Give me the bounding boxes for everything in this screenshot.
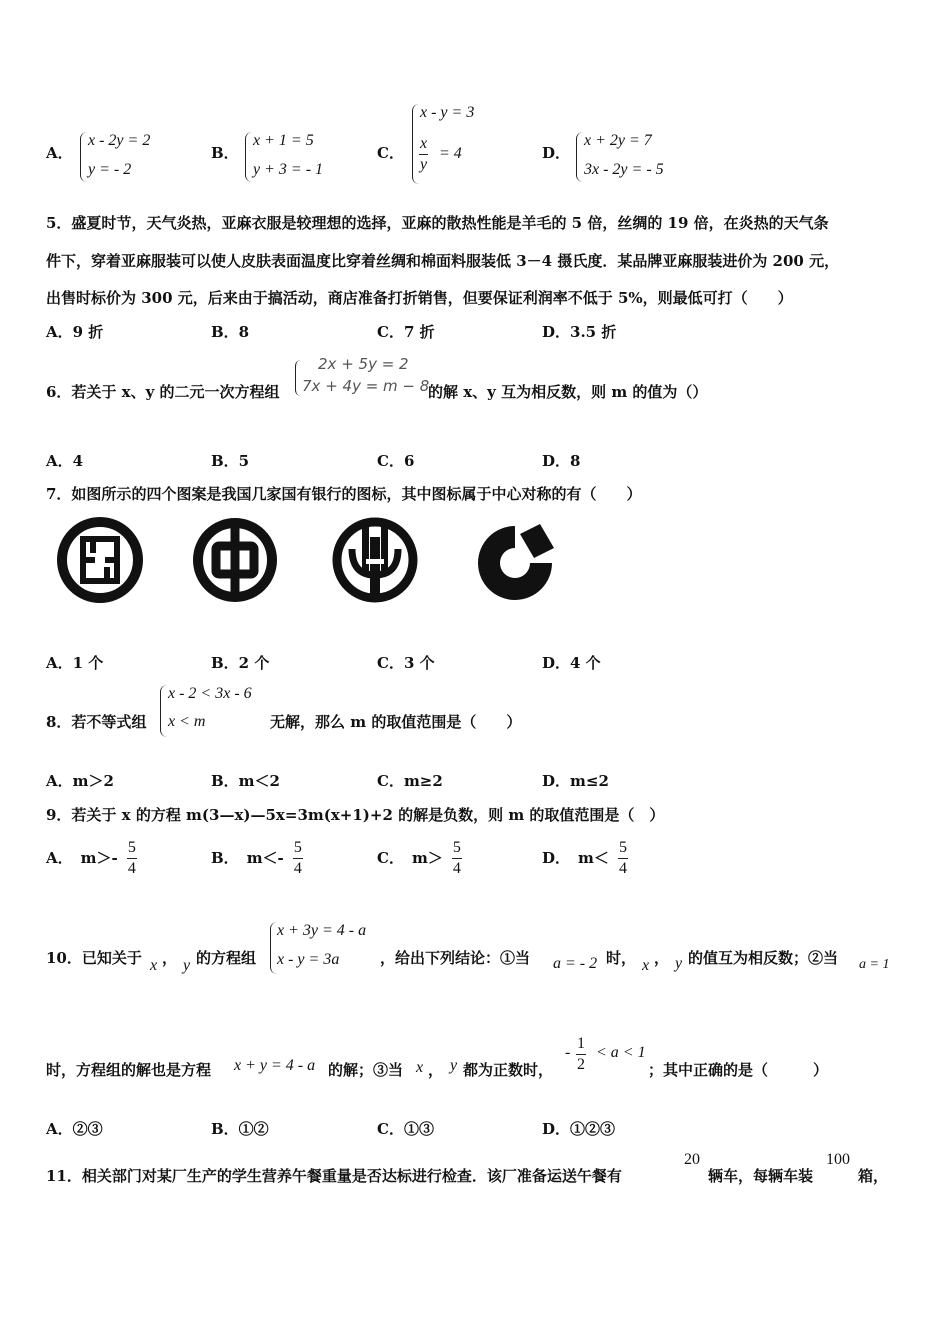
fraction <box>452 838 462 879</box>
option-label: B． <box>211 144 239 162</box>
brace <box>576 132 583 182</box>
inequality-line: x - 2 < 3x - 6 <box>168 685 252 702</box>
option-b[interactable]: B．5 <box>211 452 250 470</box>
option-a[interactable]: A．1 个 <box>46 654 104 672</box>
punct: ， <box>654 949 670 967</box>
number: 100 <box>826 1151 850 1168</box>
option-c[interactable]: C．6 <box>377 452 415 470</box>
option-label: A． <box>46 849 73 867</box>
option-a[interactable]: A．9 折 <box>46 323 104 341</box>
question-text: 辆车，每辆车装 <box>708 1167 814 1185</box>
question-text: 无解，那么 m 的取值范围是（ ） <box>270 713 522 731</box>
fraction <box>419 134 428 175</box>
inequality-line: x < m <box>168 713 206 730</box>
equation-rhs: = 4 <box>439 145 462 162</box>
ineq-minus: - <box>565 1044 571 1061</box>
option-a[interactable]: A．m＞2 <box>46 772 114 790</box>
fraction <box>127 838 137 879</box>
icbc-logo-icon <box>55 515 145 605</box>
option-expr: m＞ <box>411 849 443 867</box>
fraction <box>293 838 303 879</box>
brace <box>80 132 87 182</box>
fraction <box>576 1034 586 1075</box>
punct: ， <box>428 1061 444 1079</box>
option-b[interactable]: B．8 <box>211 323 250 341</box>
question-text: 9．若关于 x 的方程 m(3—x)—5x=3m(x+1)+2 的解是负数，则 m 的取值范围是（ ） <box>46 806 665 824</box>
brace <box>245 132 252 182</box>
denominator: 4 <box>293 860 302 877</box>
option-label: C． <box>377 144 404 162</box>
equation-line: 2x + 5y = 2 <box>318 355 409 373</box>
option-b[interactable] <box>211 838 303 879</box>
option-d[interactable]: D．3.5 折 <box>542 323 617 341</box>
numerator: x <box>419 134 428 155</box>
equation: x + y = 4 - a <box>234 1057 316 1074</box>
question-text: 6．若关于 x、y 的二元一次方程组 <box>46 383 280 401</box>
option-d[interactable]: D．4 个 <box>542 654 601 672</box>
equation-line: x - 2y = 2 <box>88 132 151 149</box>
denominator: 4 <box>452 860 461 877</box>
question-text: 5．盛夏时节，天气炎热，亚麻衣服是较理想的选择，亚麻的散热性能是羊毛的 5 倍，丝绸的 19 倍，在炎热的天气条 <box>46 214 829 232</box>
question-text: 时，方程组的解也是方程 <box>46 1061 212 1079</box>
equation-line: x - y = 3a <box>277 951 340 968</box>
equation-line: 3x - 2y = - 5 <box>584 161 664 178</box>
numerator: 1 <box>576 1034 586 1055</box>
fraction <box>618 838 628 879</box>
question-text: 的方程组 <box>196 949 257 967</box>
question-text: 都为正数时， <box>463 1061 554 1079</box>
brace <box>160 685 167 737</box>
option-b[interactable]: B．①② <box>211 1120 269 1138</box>
abc-logo-icon <box>330 515 420 605</box>
var-x: x <box>642 957 650 974</box>
question-text: 11．相关部门对某厂生产的学生营养午餐重量是否达标进行检查．该厂准备运送午餐有 <box>46 1167 622 1185</box>
question-text: 件下，穿着亚麻服装可以使人皮肤表面温度比穿着丝绸和棉面料服装低 3－4 摄氏度．某品牌亚麻服装进价为 200 元， <box>46 252 840 270</box>
punct: ， <box>162 949 178 967</box>
question-text: 出售时标价为 300 元，后来由于搞活动，商店准备打折销售，但要保证利润率不低于 5%，则最低可打（ ） <box>46 289 793 307</box>
question-text: 7．如图所示的四个图案是我国几家国有银行的图标，其中图标属于中心对称的有（ ） <box>46 485 642 503</box>
question-text: 时， <box>606 949 637 967</box>
option-c[interactable]: C．①③ <box>377 1120 434 1138</box>
question-text: 箱， <box>858 1167 889 1185</box>
option-label: D． <box>542 144 571 162</box>
option-expr: m＜- <box>246 849 284 867</box>
denominator: 2 <box>577 1056 585 1073</box>
ccb-logo-icon <box>470 518 560 608</box>
option-d[interactable]: D．8 <box>542 452 581 470</box>
option-b[interactable]: B．2 个 <box>211 654 270 672</box>
brace <box>412 104 419 184</box>
equation-line: x - y = 3 <box>420 104 475 121</box>
boc-logo-icon <box>190 515 280 605</box>
equation-line: y = - 2 <box>88 161 132 178</box>
denominator: y <box>420 156 428 173</box>
brace <box>295 360 301 396</box>
option-expr: m＞- <box>80 849 118 867</box>
var-y: y <box>183 957 191 974</box>
question-text: 的解 x、y 互为相反数，则 m 的值为（） <box>428 383 708 401</box>
inequality: < a < 1 <box>596 1044 646 1061</box>
option-d[interactable] <box>542 838 628 879</box>
option-b[interactable]: B．m＜2 <box>211 772 280 790</box>
option-d[interactable]: D．①②③ <box>542 1120 616 1138</box>
option-c[interactable]: C．3 个 <box>377 654 435 672</box>
question-text: 的解；③当 <box>328 1061 404 1079</box>
equation-line: x + 3y = 4 - a <box>277 922 367 939</box>
var-y: y <box>450 1057 458 1074</box>
var-y: y <box>675 955 683 972</box>
equation-line: 7x + 4y = m − 8 <box>302 377 430 395</box>
option-a[interactable] <box>46 838 137 879</box>
numerator: 5 <box>452 838 462 859</box>
option-c[interactable] <box>377 838 462 879</box>
option-d[interactable]: D．m≤2 <box>542 772 609 790</box>
option-c[interactable]: C．7 折 <box>377 323 435 341</box>
denominator: 4 <box>127 860 136 877</box>
equation-line: x + 1 = 5 <box>253 132 314 149</box>
question-text: 的值互为相反数；②当 <box>688 949 839 967</box>
denominator: 4 <box>618 860 627 877</box>
number: 20 <box>684 1151 700 1168</box>
numerator: 5 <box>127 838 137 859</box>
option-label: C． <box>377 849 404 867</box>
question-text: ；其中正确的是（ ） <box>648 1061 829 1079</box>
var-x: x <box>150 957 158 974</box>
condition: a = 1 <box>859 957 890 972</box>
option-label: D． <box>542 849 571 867</box>
option-label: A． <box>46 144 73 162</box>
question-text: 8．若不等式组 <box>46 713 147 731</box>
numerator: 5 <box>618 838 628 859</box>
option-c[interactable]: C．m≥2 <box>377 772 443 790</box>
equation-line: x + 2y = 7 <box>584 132 652 149</box>
brace <box>270 922 277 974</box>
option-a[interactable]: A．②③ <box>46 1120 103 1138</box>
option-a[interactable]: A．4 <box>46 452 84 470</box>
question-text: 10．已知关于 <box>46 949 142 967</box>
option-expr: m＜ <box>578 849 609 867</box>
option-label: B． <box>211 849 239 867</box>
question-text: ，给出下列结论：①当 <box>380 949 531 967</box>
numerator: 5 <box>293 838 303 859</box>
var-x: x <box>416 1059 424 1076</box>
equation-line: y + 3 = - 1 <box>253 161 324 178</box>
condition: a = - 2 <box>553 955 598 972</box>
